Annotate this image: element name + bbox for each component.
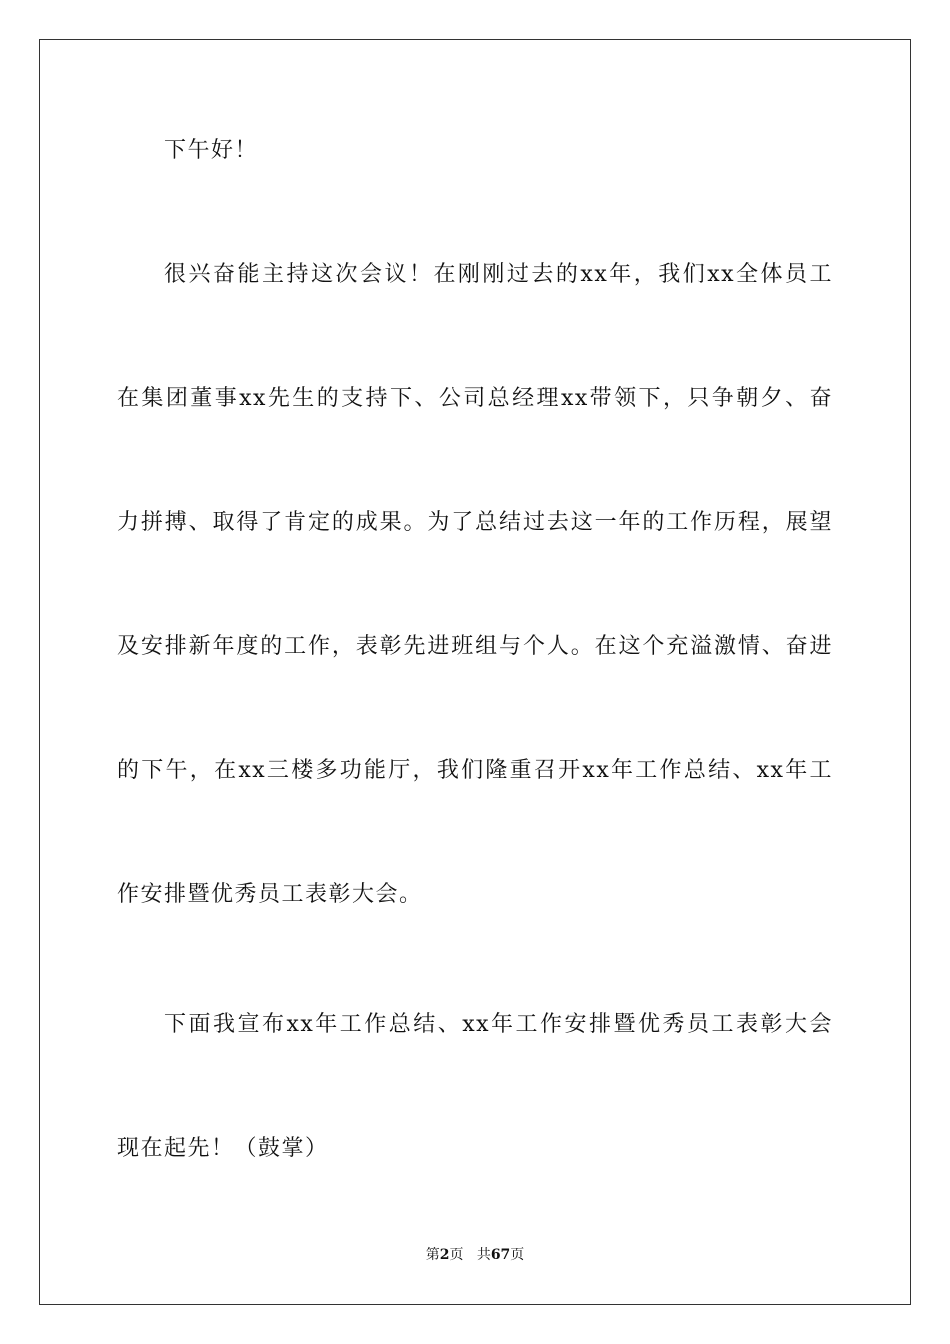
paragraph-1-line-5: 的下午，在xx三楼多功能厅，我们隆重召开xx年工作总结、xx年工 [117, 758, 833, 783]
page-footer [0, 1246, 950, 1264]
footer-total-prefix: 共 [476, 1247, 491, 1263]
footer-total-pages: 67 [490, 1247, 511, 1263]
paragraph-1-line-2: 在集团董事xx先生的支持下、公司总经理xx带领下，只争朝夕、奋 [117, 386, 833, 411]
footer-page-number: 2 [439, 1247, 450, 1263]
footer-total-suffix: 页 [510, 1247, 525, 1263]
paragraph-1-line-6: 作安排暨优秀员工表彰大会。 [117, 882, 423, 907]
paragraph-1-line-4: 及安排新年度的工作，表彰先进班组与个人。在这个充溢激情、奋进 [117, 634, 833, 659]
paragraph-2-line-1: 下面我宣布xx年工作总结、xx年工作安排暨优秀员工表彰大会 [164, 1012, 833, 1037]
greeting-line: 下午好！ [164, 138, 259, 163]
paragraph-1-line-1: 很兴奋能主持这次会议！在刚刚过去的xx年，我们xx全体员工 [164, 262, 833, 287]
footer-page-suffix: 页 [449, 1247, 464, 1263]
paragraph-1-line-3: 力拼搏、取得了肯定的成果。为了总结过去这一年的工作历程，展望 [117, 510, 833, 535]
paragraph-2-line-2: 现在起先！（鼓掌） [117, 1136, 329, 1161]
footer-page-prefix: 第 [425, 1247, 440, 1263]
page-frame [39, 39, 911, 1305]
